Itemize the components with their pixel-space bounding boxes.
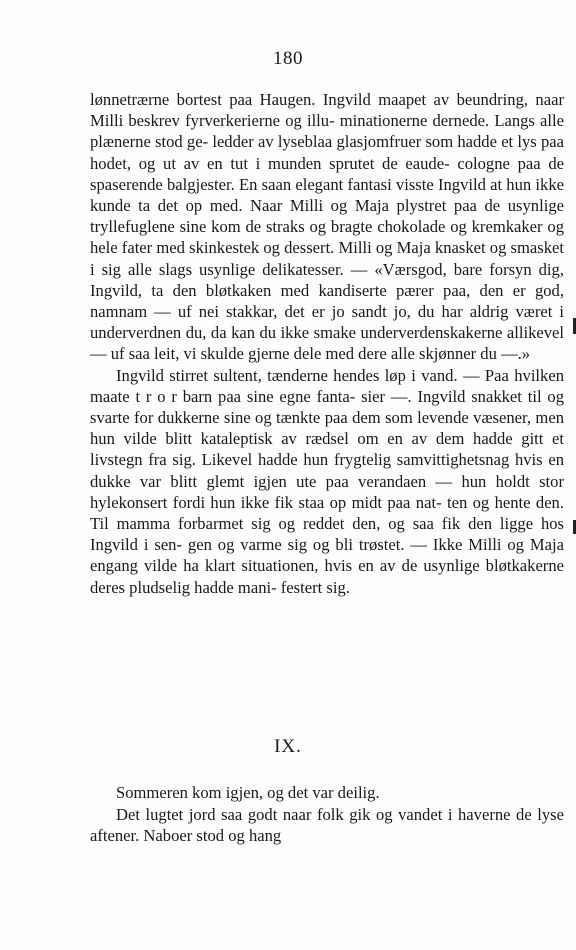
page-body — [90, 89, 564, 598]
chapter-body — [90, 782, 564, 847]
paragraph-ingvild: Ingvild stirret sultent, tænderne hendes løp i vand. — Paa hvilken maate t r o r barn paa sine egne fanta- sier —. Ingvild snakket til og svarte for dukkerne sine og tænkte paa dem som levende væsener, men hun vilde blitt kataleptisk av rædsel om en av dem hadde gitt et livstegn fra sig. Likevel hadde hun frygtelig samvittighetsnag hvis en dukke var blitt glemt igjen ute paa verandaen — hun holdt stor hylekonsert fordi hun ikke fik staa op midt paa nat- ten og hente den. Til mamma forbarmet sig og reddet den, og saa fik den ligge hos Ingvild i sen- gen og varme sig og bli trøstet. — Ikke Milli og Maja engang vilde ha klart situationen, hvis en av de usynlige bløtkakerne deres pludselig hadde mani- festert sig. — [90, 365, 564, 597]
chapter-heading: IX. — [274, 736, 302, 757]
chapter-paragraph-smell: Det lugtet jord saa godt naar folk gik og vandet i haverne de lyse aftener. Naboer stod og hang — [90, 804, 564, 845]
page-number: 180 — [273, 48, 303, 69]
chapter-paragraph-summer: Sommeren kom igjen, og det var deilig. — [116, 783, 380, 802]
paragraph-continued: lønnetrærne bortest paa Haugen. Ingvild maapet av beundring, naar Milli beskrev fyrverkerierne og illu- minationerne dernede. Langs alle plænerne stod ge- ledder av lyseblaa glasjomfruer som hadde et lys paa hodet, og ut av en tut i munden sprutet de eaude- cologne paa de spaserende balgjester. En saan elegant fantasi visste Ingvild at hun ikke kunde ta det op med. Naar Milli og Maja plystret paa de usynlige tryllefuglene sine kom de straks og bragte chokolade og kremkaker og hele fater med skinkestek og dessert. Milli og Maja knasket og smasket i sig alle slags usynlige delikatesser. — «Værsgod, bare forsyn dig, Ingvild, ta den bløtkaken med kandiserte pærer paa, den er god, namnam — uf nei stakkar, det er jo sandt jo, du har aldrig været i underverdnen du, da kan du ikke smake underverdenskakerne allikevel — uf saa leit, vi skulde gjerne dele med dere alle skjønner du —.» — [90, 90, 564, 364]
